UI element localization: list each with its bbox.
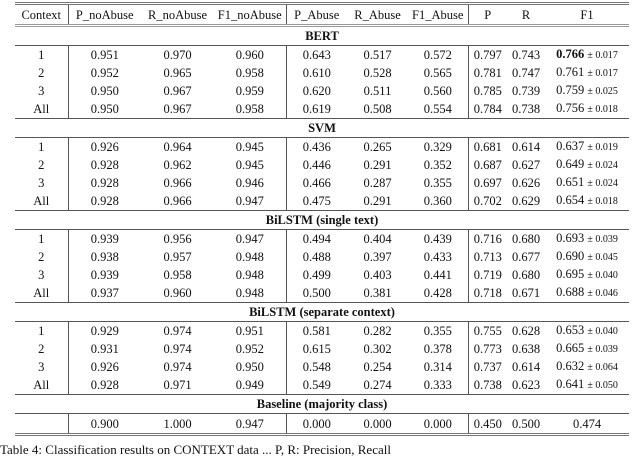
table-row (15, 414, 629, 435)
value-cell: 0.439 (423, 232, 452, 246)
value-cell: 0.329 (423, 140, 452, 154)
context-cell: 1 (38, 140, 45, 154)
value-cell: 0.929 (68, 322, 141, 341)
value-cell: 0.781 (468, 64, 507, 82)
value-cell: 0.450 (468, 414, 507, 435)
context-cell: 3 (38, 84, 45, 98)
table-row (15, 64, 629, 82)
value-cell: 0.627 (511, 158, 541, 172)
value-cell: 0.950 (235, 360, 264, 374)
table-row (15, 340, 629, 358)
value-cell: 0.928 (68, 376, 141, 395)
context-cell: All (33, 286, 50, 300)
value-cell: 0.738 (468, 376, 507, 395)
f1-value: 0.637 (556, 139, 585, 153)
value-cell: 0.000 (286, 414, 347, 435)
section-title: BiLSTM (single text) (15, 211, 629, 230)
table-row (15, 192, 629, 211)
f1-std: ± 0.046 (587, 288, 618, 299)
value-cell: 0.643 (286, 46, 347, 65)
value-cell: 0.797 (468, 46, 507, 65)
value-cell: 0.378 (423, 342, 452, 356)
column-header: R_Abuse (347, 4, 408, 26)
f1-std: ± 0.039 (587, 344, 618, 355)
context-cell: 3 (38, 268, 45, 282)
f1-cell (545, 46, 629, 65)
f1-value: 0.761 (556, 65, 585, 79)
value-cell: 0.494 (286, 230, 347, 249)
value-cell: 0.747 (511, 66, 541, 80)
context-cell: 2 (38, 158, 45, 172)
value-cell: 0.960 (163, 286, 192, 300)
value-cell: 0.355 (423, 324, 452, 338)
value-cell: 0.508 (363, 102, 392, 116)
value-cell: 0.951 (68, 46, 141, 65)
value-cell: 0.355 (423, 176, 452, 190)
value-cell: 0.433 (423, 250, 452, 264)
table-caption: Table 4: Classification results on CONTEXT data ... P, R: Precision, Recall (0, 442, 391, 457)
value-cell: 0.381 (363, 286, 392, 300)
table-row (15, 82, 629, 100)
value-cell: 0.949 (235, 378, 264, 392)
value-cell: 0.966 (163, 194, 192, 208)
column-header: F1_noAbuse (214, 4, 286, 26)
f1-std: ± 0.019 (587, 142, 618, 153)
value-cell: 0.947 (235, 194, 264, 208)
value-cell: 0.554 (423, 102, 452, 116)
value-cell: 0.265 (363, 140, 392, 154)
column-header: P (468, 4, 507, 26)
value-cell: 0.614 (511, 140, 541, 154)
value-cell: 0.671 (511, 286, 541, 300)
value-cell: 0.970 (163, 48, 192, 62)
value-cell: 0.939 (68, 230, 141, 249)
table-row (15, 138, 629, 157)
value-cell: 0.960 (235, 48, 264, 62)
value-cell: 0.500 (507, 414, 545, 435)
context-cell: 3 (38, 176, 45, 190)
value-cell: 0.500 (286, 284, 347, 303)
value-cell: 0.937 (68, 284, 141, 303)
f1-cell (545, 414, 629, 435)
context-cell: 2 (38, 342, 45, 356)
table-row (15, 358, 629, 376)
context-cell: 3 (38, 360, 45, 374)
value-cell: 0.945 (235, 158, 264, 172)
value-cell: 0.926 (68, 358, 141, 376)
section-title: BERT (15, 26, 629, 46)
f1-cell (545, 284, 629, 303)
context-cell: 2 (38, 66, 45, 80)
f1-cell (545, 82, 629, 100)
value-cell: 0.528 (363, 66, 392, 80)
f1-std: ± 0.017 (587, 68, 618, 79)
f1-value: 0.654 (556, 193, 585, 207)
value-cell: 0.687 (468, 156, 507, 174)
section-title-row (15, 395, 629, 414)
value-cell: 0.900 (68, 414, 141, 435)
column-header: R_noAbuse (141, 4, 214, 26)
value-cell: 0.403 (363, 268, 392, 282)
f1-std: ± 0.024 (587, 160, 618, 171)
f1-value: 0.474 (572, 416, 602, 431)
f1-std: ± 0.045 (587, 252, 618, 263)
value-cell: 0.951 (235, 324, 264, 338)
value-cell: 0.441 (423, 268, 452, 282)
value-cell: 0.610 (286, 64, 347, 82)
value-cell: 0.773 (468, 340, 507, 358)
value-cell: 0.677 (511, 250, 541, 264)
column-header: P_Abuse (286, 4, 347, 26)
f1-value: 0.690 (556, 249, 585, 263)
results-table (15, 2, 629, 436)
value-cell: 0.499 (286, 266, 347, 284)
section-title-row (15, 211, 629, 230)
value-cell: 0.614 (511, 360, 541, 374)
column-header: Context (15, 4, 68, 26)
f1-value: 0.759 (556, 83, 585, 97)
f1-cell (545, 266, 629, 284)
f1-cell (545, 376, 629, 395)
value-cell: 0.974 (163, 360, 192, 374)
value-cell: 0.615 (286, 340, 347, 358)
column-header: F1_Abuse (408, 4, 468, 26)
context-cell (15, 414, 68, 435)
value-cell: 0.000 (347, 414, 408, 435)
f1-value: 0.641 (556, 377, 585, 391)
section-title-row (15, 303, 629, 322)
f1-cell (545, 322, 629, 341)
context-cell: All (33, 378, 50, 392)
value-cell: 0.404 (363, 232, 392, 246)
f1-value: 0.632 (556, 359, 585, 373)
value-cell: 0.719 (468, 266, 507, 284)
f1-std: ± 0.024 (587, 178, 618, 189)
value-cell: 0.466 (286, 174, 347, 192)
f1-value: 0.688 (556, 285, 585, 299)
value-cell: 0.974 (163, 324, 192, 338)
value-cell: 0.967 (163, 84, 192, 98)
value-cell: 0.785 (468, 82, 507, 100)
value-cell: 0.948 (235, 250, 264, 264)
value-cell: 0.623 (511, 378, 541, 392)
value-cell: 0.948 (235, 268, 264, 282)
context-cell: 2 (38, 250, 45, 264)
value-cell: 0.000 (408, 414, 468, 435)
f1-std: ± 0.040 (587, 270, 618, 281)
f1-std: ± 0.017 (587, 50, 618, 61)
value-cell: 0.291 (363, 194, 392, 208)
value-cell: 0.974 (163, 342, 192, 356)
value-cell: 0.938 (68, 248, 141, 266)
value-cell: 0.629 (511, 194, 541, 208)
value-cell: 0.333 (423, 378, 452, 392)
context-cell: All (33, 194, 50, 208)
value-cell: 0.638 (511, 342, 541, 356)
column-header: F1 (545, 4, 629, 26)
section-title: SVM (15, 119, 629, 138)
section-title: Baseline (majority class) (15, 395, 629, 414)
section-title: BiLSTM (separate context) (15, 303, 629, 322)
f1-cell (545, 138, 629, 157)
section-title-row (15, 26, 629, 46)
value-cell: 0.966 (163, 176, 192, 190)
value-cell: 0.274 (363, 378, 392, 392)
table-row (15, 376, 629, 395)
f1-std: ± 0.039 (587, 234, 618, 245)
value-cell: 0.967 (163, 102, 192, 116)
value-cell: 0.928 (68, 156, 141, 174)
f1-cell (545, 340, 629, 358)
table-row (15, 266, 629, 284)
f1-cell (545, 100, 629, 119)
value-cell: 0.958 (163, 268, 192, 282)
value-cell: 0.702 (468, 192, 507, 211)
value-cell: 0.718 (468, 284, 507, 303)
value-cell: 0.282 (363, 324, 392, 338)
value-cell: 0.948 (235, 286, 264, 300)
value-cell: 0.928 (68, 192, 141, 211)
value-cell: 0.958 (235, 66, 264, 80)
value-cell: 0.713 (468, 248, 507, 266)
value-cell: 0.619 (286, 100, 347, 119)
context-cell: 1 (38, 48, 45, 62)
value-cell: 0.971 (163, 378, 192, 392)
value-cell: 0.291 (363, 158, 392, 172)
value-cell: 0.965 (163, 66, 192, 80)
value-cell: 0.436 (286, 138, 347, 157)
value-cell: 0.950 (68, 82, 141, 100)
table-row (15, 100, 629, 119)
column-header: P_noAbuse (68, 4, 141, 26)
table-row (15, 248, 629, 266)
value-cell: 0.549 (286, 376, 347, 395)
value-cell: 0.488 (286, 248, 347, 266)
value-cell: 0.947 (214, 414, 286, 435)
table-row (15, 322, 629, 341)
value-cell: 0.959 (235, 84, 264, 98)
value-cell: 0.572 (423, 48, 452, 62)
value-cell: 0.680 (511, 232, 541, 246)
f1-std: ± 0.018 (587, 196, 618, 207)
f1-cell (545, 64, 629, 82)
value-cell: 0.784 (468, 100, 507, 119)
value-cell: 0.962 (163, 158, 192, 172)
value-cell: 0.950 (68, 100, 141, 119)
value-cell: 0.254 (363, 360, 392, 374)
value-cell: 0.939 (68, 266, 141, 284)
f1-cell (545, 230, 629, 249)
value-cell: 0.517 (363, 48, 392, 62)
value-cell: 0.446 (286, 156, 347, 174)
f1-value: 0.653 (556, 323, 585, 337)
value-cell: 0.548 (286, 358, 347, 376)
value-cell: 0.716 (468, 230, 507, 249)
header-row (15, 4, 629, 26)
value-cell: 0.620 (286, 82, 347, 100)
value-cell: 0.475 (286, 192, 347, 211)
value-cell: 0.945 (235, 140, 264, 154)
f1-cell (545, 358, 629, 376)
f1-value: 0.665 (556, 341, 585, 355)
f1-cell (545, 174, 629, 192)
value-cell: 0.964 (163, 140, 192, 154)
f1-std: ± 0.025 (587, 86, 618, 97)
value-cell: 0.958 (235, 102, 264, 116)
table-body (15, 26, 629, 435)
value-cell: 0.428 (423, 286, 452, 300)
f1-value: 0.651 (556, 175, 585, 189)
value-cell: 1.000 (141, 414, 214, 435)
f1-value: 0.695 (556, 267, 585, 281)
value-cell: 0.956 (163, 232, 192, 246)
value-cell: 0.697 (468, 174, 507, 192)
value-cell: 0.360 (423, 194, 452, 208)
value-cell: 0.352 (423, 158, 452, 172)
table-row (15, 174, 629, 192)
value-cell: 0.957 (163, 250, 192, 264)
value-cell: 0.947 (235, 232, 264, 246)
f1-value: 0.649 (556, 157, 585, 171)
table-row (15, 284, 629, 303)
value-cell: 0.626 (511, 176, 541, 190)
table-row (15, 230, 629, 249)
value-cell: 0.397 (363, 250, 392, 264)
f1-value: 0.693 (556, 231, 585, 245)
value-cell: 0.565 (423, 66, 452, 80)
f1-std: ± 0.018 (587, 104, 618, 115)
value-cell: 0.287 (363, 176, 392, 190)
value-cell: 0.302 (363, 342, 392, 356)
f1-cell (545, 156, 629, 174)
f1-value: 0.766 (556, 47, 585, 61)
value-cell: 0.581 (286, 322, 347, 341)
column-header: R (507, 4, 545, 26)
value-cell: 0.952 (68, 64, 141, 82)
value-cell: 0.628 (511, 324, 541, 338)
table-row (15, 46, 629, 65)
context-cell: All (33, 102, 50, 116)
f1-std: ± 0.050 (587, 380, 618, 391)
value-cell: 0.739 (511, 84, 541, 98)
f1-cell (545, 192, 629, 211)
value-cell: 0.931 (68, 340, 141, 358)
value-cell: 0.680 (511, 268, 541, 282)
value-cell: 0.743 (511, 48, 541, 62)
context-cell: 1 (38, 232, 45, 246)
context-cell: 1 (38, 324, 45, 338)
value-cell: 0.511 (363, 84, 392, 98)
value-cell: 0.681 (468, 138, 507, 157)
value-cell: 0.928 (68, 174, 141, 192)
value-cell: 0.314 (423, 360, 452, 374)
value-cell: 0.738 (511, 102, 541, 116)
table-row (15, 156, 629, 174)
value-cell: 0.737 (468, 358, 507, 376)
f1-std: ± 0.064 (587, 362, 618, 373)
value-cell: 0.946 (235, 176, 264, 190)
value-cell: 0.926 (68, 138, 141, 157)
value-cell: 0.952 (235, 342, 264, 356)
f1-value: 0.756 (556, 101, 585, 115)
f1-cell (545, 248, 629, 266)
section-title-row (15, 119, 629, 138)
value-cell: 0.560 (423, 84, 452, 98)
f1-std: ± 0.040 (587, 326, 618, 337)
value-cell: 0.755 (468, 322, 507, 341)
